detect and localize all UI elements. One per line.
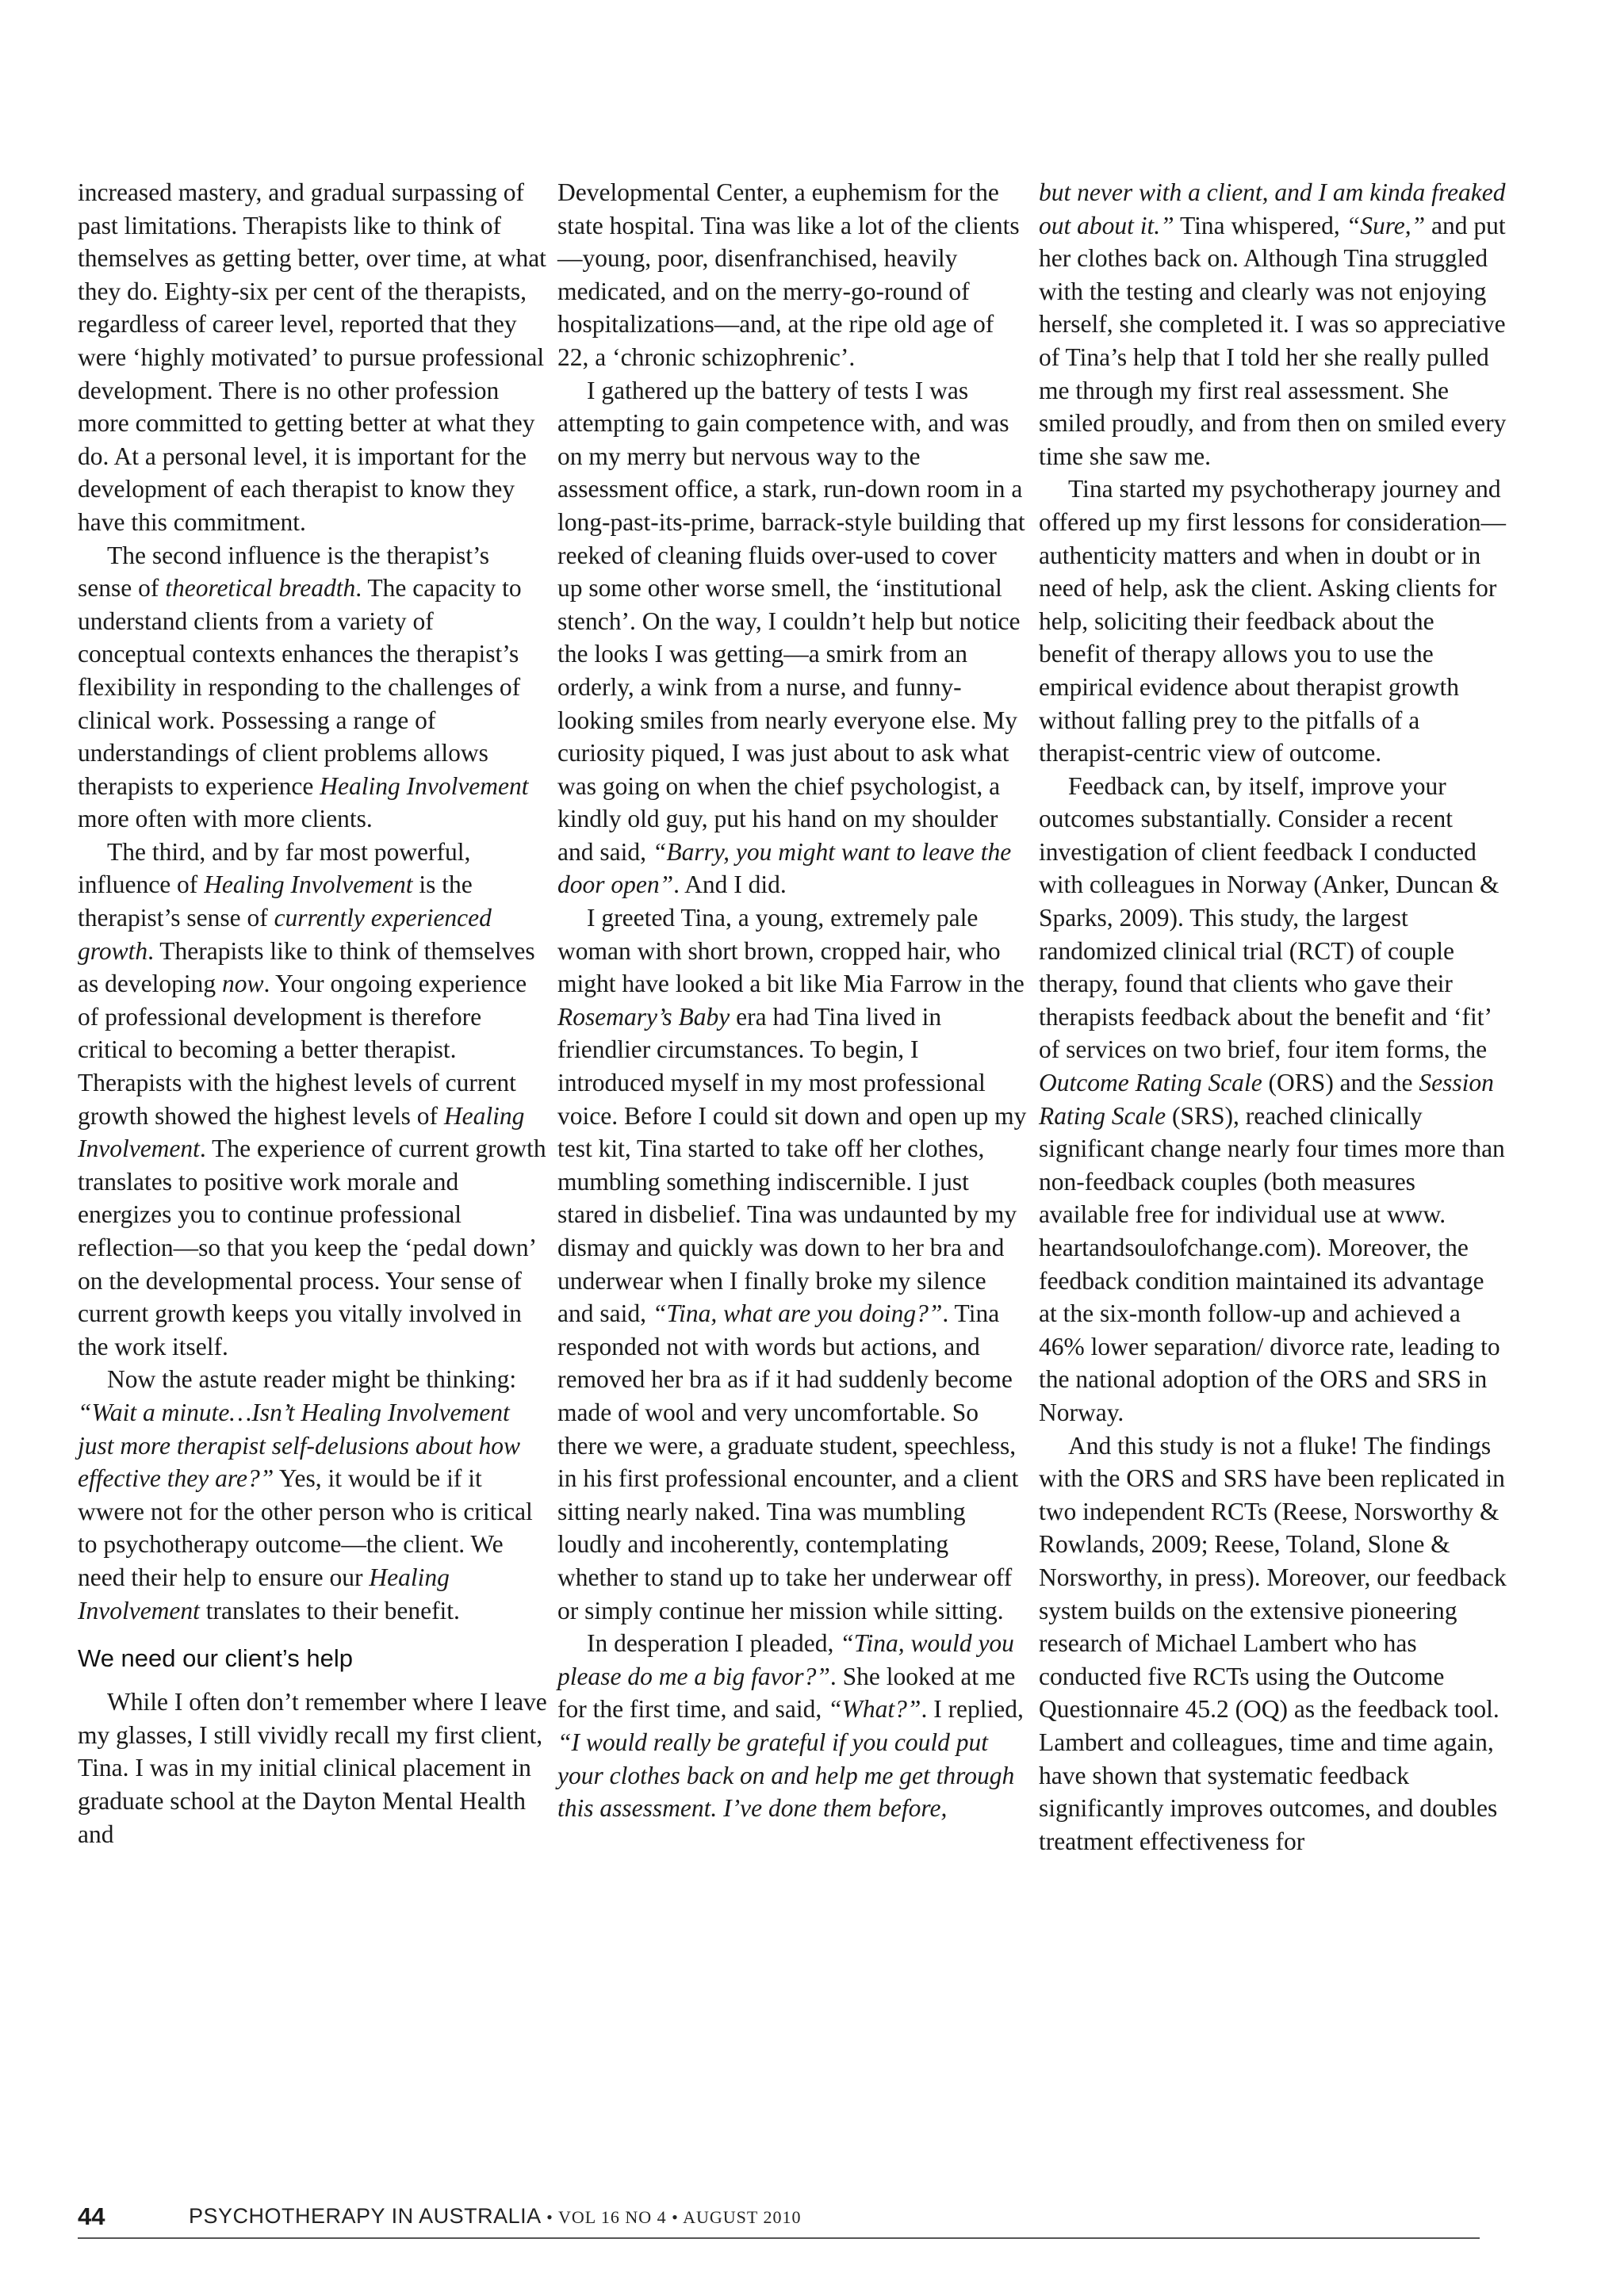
- text-run: I greeted Tina, a young, extremely pale woman with short brown, cropped hair, who might have looked a bit like Mia Farrow in the: [557, 904, 1025, 998]
- text-run: . Your ongoing experience of professional development is therefore critical to becoming a better therapist. Therapists with the highest levels of current growth showed the highest levels of: [78, 970, 527, 1130]
- text-run: Tina whispered,: [1174, 211, 1346, 239]
- body-paragraph: [557, 1627, 1027, 1825]
- section-heading: We need our client’s help: [78, 1644, 353, 1673]
- italic-text: now: [221, 970, 264, 998]
- text-run: In desperation I pleaded,: [587, 1629, 841, 1658]
- italic-text: “I would really be grateful if you could put your clothes back on and help me get through this assessment. I’ve done them before,: [557, 1728, 1015, 1823]
- italic-text: currently experienced growth: [78, 904, 492, 965]
- italic-text: “Sure,”: [1346, 211, 1426, 239]
- italic-text: Healing Involvement: [320, 771, 529, 800]
- text-run: increased mastery, and gradual surpassing of past limitations. Therapists like to think of themselves as getting better, over time, at what they do. Eighty-six per cent of the therapists, regardless of career level, reported that they were ‘highly motivated’ to pursue professional development. There is no other profession more committed to getting better at what they do. At a personal level, it is important for the development of each therapist to know they have this commitment.: [78, 178, 546, 536]
- text-run: translates to their benefit.: [199, 1596, 460, 1624]
- text-run: era had Tina lived in friendlier circumstances. To begin, I introduced myself in my most professional voice. Before I could sit down and open up my test kit, Tina started to take off her clothes, mumbling something indiscernible. I just stared in disbelief. Tina was undaunted by my dismay and quickly was down to her bra and underwear when I finally broke my silence and said,: [557, 1002, 1027, 1328]
- italic-text: “Tina, would you please do me a big favor?”: [557, 1629, 1014, 1690]
- journal-title: PSYCHOTHERAPY IN AUSTRALIA: [189, 2204, 541, 2228]
- italic-text: Rosemary’s Baby: [557, 1002, 730, 1031]
- text-run: . I replied,: [921, 1695, 1024, 1724]
- body-paragraph: [1039, 176, 1508, 473]
- body-paragraph: [1039, 473, 1508, 769]
- text-run: is the therapist’s sense of: [78, 871, 473, 932]
- body-paragraph: [557, 374, 1027, 902]
- text-run: Now the astute reader might be thinking:: [107, 1365, 517, 1394]
- column-1: [78, 176, 547, 1850]
- italic-text: Healing Involvement: [78, 1101, 525, 1163]
- text-run: Tina started my psychotherapy journey and offered up my first lessons for consideration—authenticity matters and when in doubt or in need of help, ask the client. Asking clients for help, soliciting their feedback about the benefit of therapy allows you to use the empirical evidence about therapist growth without falling prey to the pitfalls of a therapist-centric view of outcome.: [1039, 475, 1507, 767]
- body-paragraph: [1039, 770, 1508, 1429]
- issue-info: • VOL 16 NO 4 • AUGUST 2010: [546, 2207, 802, 2227]
- body-paragraph: [78, 1686, 547, 1850]
- text-run: . Tina responded not with words but actions, and removed her bra as if it had suddenly become made of wool and very uncomfortable. So there we were, a graduate student, speechless, in his first professional encounter, and a client sitting nearly naked. Tina was mumbling loudly and incoherently, contemplating whether to stand up to take her underwear off or simply continue her mission while sitting.: [557, 1299, 1019, 1624]
- italic-text: Outcome Rating Scale: [1039, 1069, 1262, 1097]
- text-run: The third, and by far most powerful, influence of: [78, 837, 471, 899]
- italic-text: “Tina, what are you doing?”: [652, 1299, 943, 1328]
- running-footer: [189, 2204, 801, 2229]
- column-2: [557, 176, 1027, 1825]
- text-run: . The experience of current growth translates to positive work morale and energizes you to continue professional reflection—so that you keep the ‘pedal down’ on the developmental process. Your sense of current growth keeps you vitally involved in the work itself.: [78, 1135, 546, 1360]
- text-run: Developmental Center, a euphemism for the state hospital. Tina was like a lot of the clients—young, poor, disenfranchised, heavily medicated, and on the merry-go-round of hospitalizations—and, at the ripe old age of 22, a ‘chronic schizophrenic’.: [557, 178, 1020, 371]
- text-run: . And I did.: [673, 871, 787, 899]
- text-run: (SRS), reached clinically significant change nearly four times more than non-feedback couples (both measures available free for individual use at www. heartandsoulofchange.com). Moreover, the feedback condition maintained its advantage at the six-month follow-up and achieved a 46% lower separation/ divorce rate, leading to the national adoption of the ORS and SRS in Norway.: [1039, 1101, 1505, 1426]
- italic-text: but never with a client, and I am kinda freaked out about it.”: [1039, 178, 1506, 239]
- body-paragraph: [78, 1363, 547, 1627]
- page-number: 44: [78, 2202, 105, 2230]
- body-paragraph: [557, 176, 1027, 374]
- italic-text: “Barry, you might want to leave the door open”: [557, 837, 1012, 899]
- text-run: . Therapists like to think of themselves as developing: [78, 936, 535, 998]
- page-footer: [78, 2202, 1480, 2239]
- text-run: and put her clothes back on. Although Tina struggled with the testing and clearly was not enjoying herself, she completed it. I was so appreciative of Tina’s help that I told her she really pulled me through my first real assessment. She smiled proudly, and from then on smiled every time she saw me.: [1039, 211, 1507, 470]
- italic-text: Healing Involvement: [204, 871, 413, 899]
- italic-text: theoretical breadth: [165, 574, 356, 603]
- body-paragraph: [78, 539, 547, 836]
- text-run: While I often don’t remember where I leave my glasses, I still vividly recall my first client, Tina. I was in my initial clinical placement in graduate school at the Dayton Mental Health and: [78, 1688, 547, 1848]
- text-run: And this study is not a fluke! The findings with the ORS and SRS have been replicated in two independent RCTs (Reese, Norsworthy & Rowlands, 2009; Reese, Toland, Slone & Norsworthy, in press). Moreover, our feedback system builds on the extensive pioneering research of Michael Lambert who has conducted five RCTs using the Outcome Questionnaire 45.2 (OQ) as the feedback tool. Lambert and colleagues, time and time again, have shown that systematic feedback significantly improves outcomes, and doubles treatment effectiveness for: [1039, 1431, 1507, 1855]
- italic-text: “What?”: [828, 1695, 921, 1724]
- text-run: (ORS) and the: [1262, 1069, 1419, 1097]
- body-paragraph: [78, 836, 547, 1364]
- column-3: [1039, 176, 1508, 1858]
- body-paragraph: [557, 901, 1027, 1627]
- body-paragraph: [78, 176, 547, 539]
- text-run: I gathered up the battery of tests I was attempting to gain competence with, and was on my merry but nervous way to the assessment office, a stark, run-down room in a long-past-its-prime, barrack-style building that reeked of cleaning fluids over-used to cover up some other worse smell, the ‘institutional stench’. On the way, I couldn’t help but notice the looks I was getting—a smirk from an orderly, a wink from a nurse, and funny-looking smiles from nearly everyone else. My curiosity piqued, I was just about to ask what was going on when the chief psychologist, a kindly old guy, put his hand on my shoulder and said,: [557, 376, 1025, 866]
- body-paragraph: [1039, 1429, 1508, 1858]
- text-run: . She looked at me for the first time, and said,: [557, 1662, 1016, 1724]
- text-run: . The capacity to understand clients from a variety of conceptual contexts enhances the therapist’s flexibility in responding to the challenges of clinical work. Possessing a range of understandings of client problems allows therapists to experience: [78, 574, 522, 800]
- italic-text: Healing Involvement: [78, 1563, 450, 1624]
- italic-text: Session Rating Scale: [1039, 1069, 1494, 1130]
- text-run: The second influence is the therapist’s sense of: [78, 541, 489, 603]
- text-run: Yes, it would be if it wwere not for the other person who is critical to psychotherapy outcome—the client. We need their help to ensure our: [78, 1464, 533, 1591]
- italic-text: “Wait a minute…Isn’t Healing Involvement just more therapist self-delusions about how effective they are?”: [78, 1398, 520, 1493]
- text-run: more often with more clients.: [78, 805, 373, 833]
- text-run: Feedback can, by itself, improve your outcomes substantially. Consider a recent investigation of client feedback I conducted with colleagues in Norway (Anker, Duncan & Sparks, 2009). This study, the largest randomized clinical trial (RCT) of couple therapy, found that clients who gave their therapists feedback about the benefit and ‘fit’ of services on two brief, four item forms, the: [1039, 771, 1500, 1064]
